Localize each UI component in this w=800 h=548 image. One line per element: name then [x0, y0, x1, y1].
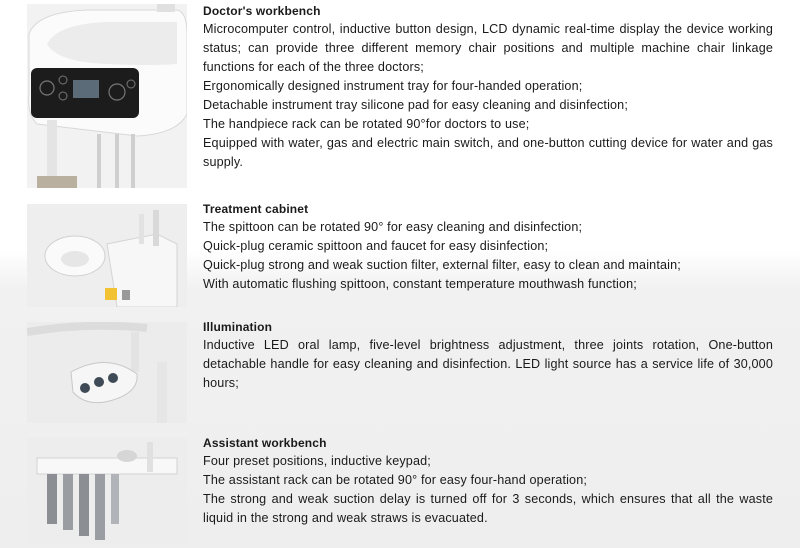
doctors-workbench-text	[203, 2, 773, 172]
feature-line: The spittoon can be rotated 90° for easy cleaning and disinfection;	[203, 220, 583, 234]
feature-line: The strong and weak suction delay is turned off for 3 seconds, which ensures that all the waste liquid in the strong and weak straws is evacuated.	[203, 492, 773, 525]
feature-line: Inductive LED oral lamp, five-level brightness adjustment, three joints rotation, One-button detachable handle for easy cleaning and disinfection. LED light source has a service life of 30,000 hours;	[203, 338, 773, 390]
section-title: Treatment cabinet	[203, 202, 309, 216]
feature-line: Quick-plug strong and weak suction filter, external filter, easy to clean and maintain;	[203, 258, 681, 272]
doctors-workbench-photo	[27, 4, 187, 188]
section-title: Illumination	[203, 320, 273, 334]
treatment-cabinet-text	[203, 200, 773, 294]
section-title: Assistant workbench	[203, 436, 327, 450]
feature-line: Quick-plug ceramic spittoon and faucet for easy disinfection;	[203, 239, 549, 253]
illumination-text	[203, 318, 773, 393]
feature-line: Detachable instrument tray silicone pad for easy cleaning and disinfection;	[203, 98, 628, 112]
feature-line: Microcomputer control, inductive button design, LCD dynamic real-time display the device working status; can provide three different memory chair positions and multiple machine chair linkage functions for each of the three doctors;	[203, 22, 773, 74]
feature-line: With automatic flushing spittoon, constant temperature mouthwash function;	[203, 277, 637, 291]
treatment-cabinet-photo	[27, 204, 187, 307]
feature-line: Ergonomically designed instrument tray for four-handed operation;	[203, 79, 583, 93]
feature-line: The handpiece rack can be rotated 90°for doctors to use;	[203, 117, 530, 131]
feature-line: Four preset positions, inductive keypad;	[203, 454, 431, 468]
assistant-workbench-photo	[27, 438, 187, 544]
illumination-photo	[27, 322, 187, 423]
feature-line: Equipped with water, gas and electric main switch, and one-button cutting device for water and gas supply.	[203, 136, 773, 169]
feature-line: The assistant rack can be rotated 90° for easy four-hand operation;	[203, 473, 588, 487]
assistant-workbench-text	[203, 434, 773, 528]
section-title: Doctor's workbench	[203, 4, 321, 18]
